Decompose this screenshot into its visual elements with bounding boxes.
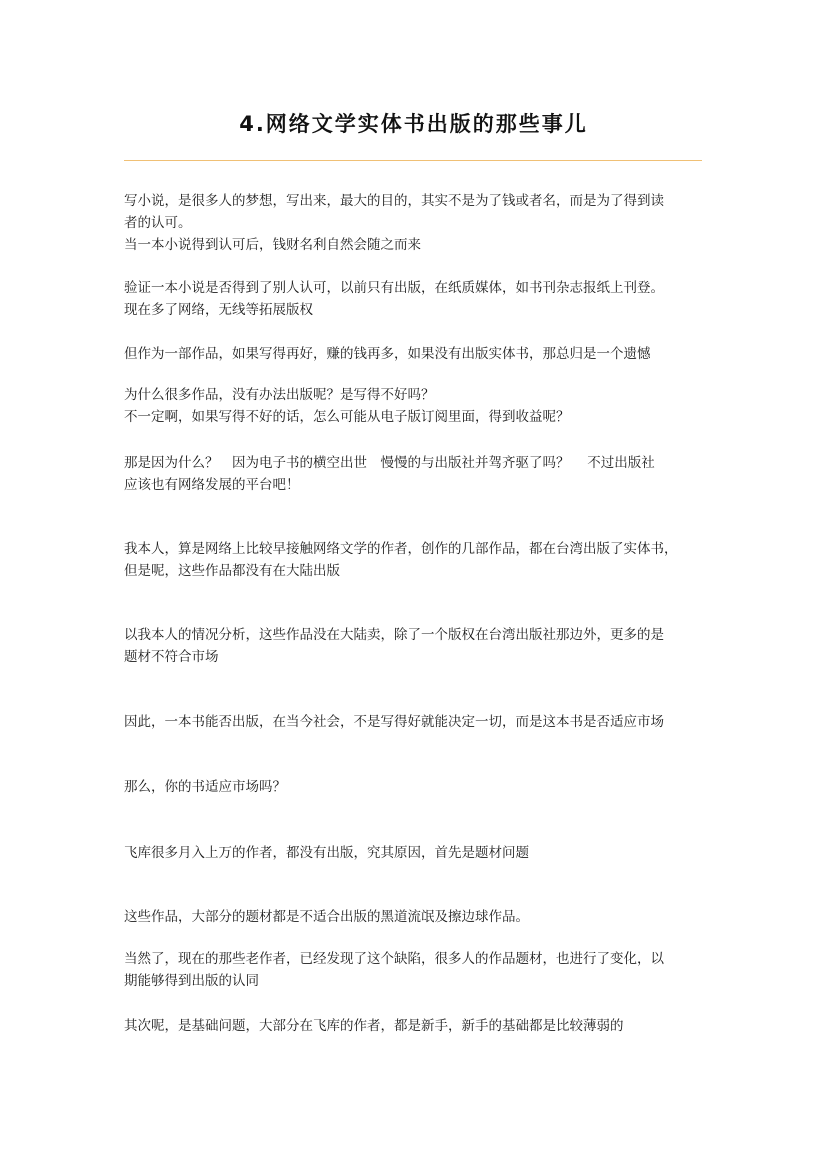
- paragraph-11: [124, 906, 704, 928]
- paragraph-line: 以我本人的情况分析，这些作品没在大陆卖，除了一个版权在台湾出版社那边外，更多的是: [124, 627, 664, 643]
- paragraph-line: 那是因为什么？ 因为电子书的横空出世 慢慢的与出版社并驾齐驱了吗？ 不过出版社: [124, 455, 655, 471]
- paragraph-line: 题材不符合市场: [124, 649, 219, 665]
- paragraph-line: 其次呢，是基础问题，大部分在飞库的作者，都是新手，新手的基础都是比较薄弱的: [124, 1018, 624, 1034]
- paragraph-line: 这些作品，大部分的题材都是不适合出版的黑道流氓及擦边球作品。: [124, 909, 529, 925]
- paragraph-line: 但是呢，这些作品都没有在大陆出版: [124, 563, 340, 579]
- paragraph-line: 为什么很多作品，没有办法出版呢？是写得不好吗？: [124, 387, 435, 403]
- paragraph-5: [124, 452, 704, 496]
- paragraph-line: 飞库很多月入上万的作者，都没有出版，究其原因，首先是题材问题: [124, 845, 529, 861]
- paragraph-12: [124, 948, 704, 992]
- paragraph-7: [124, 624, 704, 668]
- paragraph-line: 期能够得到出版的认同: [124, 973, 259, 989]
- paragraph-line: 者的认可。: [124, 215, 192, 231]
- paragraph-line: 那么，你的书适应市场吗？: [124, 779, 286, 795]
- paragraph-line: 但作为一部作品，如果写得再好，赚的钱再多，如果没有出版实体书，那总归是一个遗憾: [124, 346, 651, 362]
- paragraph-1: [124, 190, 704, 256]
- paragraph-8: [124, 711, 704, 733]
- paragraph-line: 现在多了网络，无线等拓展版权: [124, 302, 313, 318]
- page-title: 4.网络文学实体书出版的那些事儿: [239, 112, 588, 136]
- paragraph-3: [124, 343, 704, 365]
- paragraph-line: 当一本小说得到认可后，钱财名利自然会随之而来: [124, 237, 421, 253]
- paragraph-4: [124, 384, 704, 428]
- paragraph-line: 不一定啊，如果写得不好的话，怎么可能从电子版订阅里面，得到收益呢？: [124, 409, 570, 425]
- paragraph-2: [124, 277, 704, 321]
- title-divider: [124, 160, 702, 161]
- paragraph-line: 当然了，现在的那些老作者，已经发现了这个缺陷，很多人的作品题材，也进行了变化，以: [124, 951, 664, 967]
- paragraph-line: 验证一本小说是否得到了别人认可，以前只有出版，在纸质媒体，如书刊杂志报纸上刊登。: [124, 280, 664, 296]
- paragraph-line: 写小说，是很多人的梦想，写出来，最大的目的，其实不是为了钱或者名，而是为了得到读: [124, 193, 664, 209]
- paragraph-10: [124, 842, 704, 864]
- paragraph-line: 应该也有网络发展的平台吧！: [124, 477, 300, 493]
- paragraph-13: [124, 1015, 704, 1037]
- paragraph-9: [124, 776, 704, 798]
- paragraph-line: 我本人，算是网络上比较早接触网络文学的作者，创作的几部作品，都在台湾出版了实体书，: [124, 541, 678, 557]
- paragraph-6: [124, 538, 704, 582]
- paragraph-line: 因此，一本书能否出版，在当今社会，不是写得好就能决定一切，而是这本书是否适应市场: [124, 714, 664, 730]
